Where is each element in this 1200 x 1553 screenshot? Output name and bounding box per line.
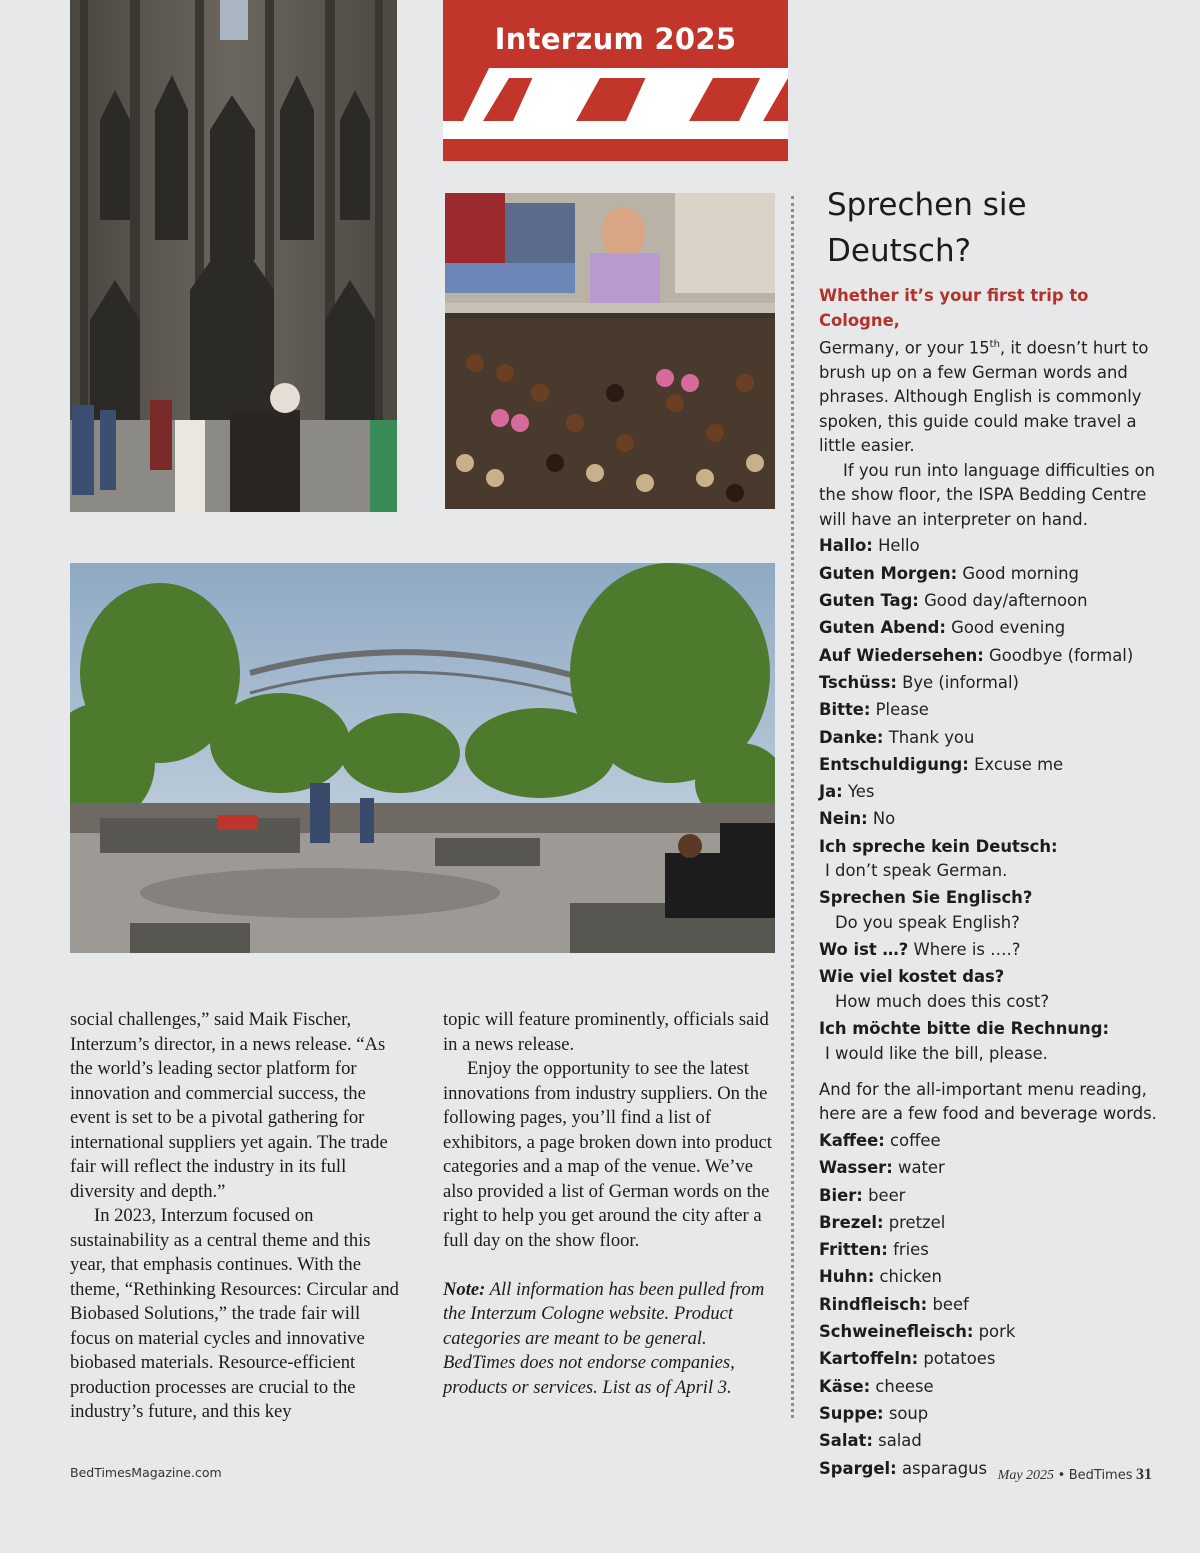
english-translation: Good day/afternoon: [924, 591, 1088, 611]
english-translation: pork: [978, 1322, 1016, 1342]
footer-bullet: •: [1057, 1468, 1066, 1483]
phrase-row: [819, 616, 1169, 640]
banner-title: Interzum 2025: [494, 22, 737, 56]
food-row: [819, 1265, 1169, 1289]
english-translation: soup: [888, 1403, 929, 1423]
phrase-row: [819, 726, 1169, 750]
article-paragraph: topic will feature prominently, officials said in a news release.: [443, 1009, 769, 1055]
footer-magazine: BedTimes: [1068, 1468, 1133, 1483]
german-term: Käse:: [819, 1376, 871, 1396]
german-term: Auf Wiedersehen:: [819, 645, 984, 665]
food-row: [819, 1238, 1169, 1262]
intro-lead: Whether it’s your first trip to Cologne,: [819, 286, 1089, 330]
article-column-2: [443, 1008, 778, 1400]
editor-note: [443, 1278, 778, 1401]
german-term: Brezel:: [819, 1212, 884, 1232]
english-translation: pretzel: [888, 1212, 946, 1232]
german-term: Spargel:: [819, 1458, 897, 1478]
intro-text-1: Germany, or your 15: [819, 338, 990, 358]
phrase-row: [819, 562, 1169, 586]
intro-superscript: th: [989, 339, 1000, 350]
footer-folio: [998, 1466, 1152, 1484]
food-row: [819, 1402, 1169, 1426]
english-translation: No: [872, 809, 896, 829]
food-row: [819, 1293, 1169, 1317]
english-translation: Good morning: [962, 563, 1079, 583]
article-paragraph: Enjoy the opportunity to see the latest innovations from industry suppliers. On the following pages, you’ll find a list of exhibitors, a page broken down into product categories and a map of the venue. We’ve also provided a list of German words on the right to help you get around the city after a full day on the show floor.: [443, 1058, 772, 1251]
note-label: Note:: [443, 1278, 486, 1300]
english-translation: Thank you: [888, 727, 975, 747]
english-translation: Good evening: [951, 618, 1066, 638]
english-translation: fries: [893, 1240, 929, 1260]
german-term: Nein:: [819, 809, 868, 829]
interzum-banner: [443, 0, 788, 161]
food-list: [819, 1129, 1169, 1481]
cathedral-photo: [70, 0, 397, 512]
english-translation: chicken: [879, 1267, 942, 1287]
phrase-row: [819, 886, 1169, 935]
german-term: Ich spreche kein Deutsch:: [819, 836, 1058, 856]
german-term: Entschuldigung:: [819, 754, 969, 774]
sidebar-intro-interpreter: If you run into language difficulties on the show floor, the ISPA Bedding Centre will have an interpreter on hand.: [819, 460, 1155, 529]
food-row: [819, 1129, 1169, 1153]
german-term: Fritten:: [819, 1240, 888, 1260]
german-term: Guten Tag:: [819, 591, 919, 611]
english-translation: Hello: [878, 536, 920, 556]
english-translation: salad: [878, 1431, 922, 1451]
food-row: [819, 1184, 1169, 1208]
english-translation: I would like the bill, please.: [825, 1043, 1048, 1063]
english-translation: Bye (informal): [902, 672, 1019, 692]
article-paragraph: In 2023, Interzum focused on sustainability as a central theme and this year, that emphasis continues. With the theme, “Rethinking Resources: Circular and Biobased Solutions,” the trade fair will focus on material cycles and innovative biobased materials. Resource-efficient production processes are crucial to the industry’s future, and this key: [70, 1205, 399, 1422]
food-row: [819, 1156, 1169, 1180]
german-term: Ich möchte bitte die Rechnung:: [819, 1019, 1110, 1039]
riverside-park-photo: [70, 563, 775, 953]
column-divider: [791, 196, 794, 1418]
sidebar-intro: [819, 284, 1169, 459]
english-translation: Excuse me: [974, 754, 1064, 774]
german-term: Danke:: [819, 727, 884, 747]
german-term: Huhn:: [819, 1267, 875, 1287]
english-translation: Yes: [847, 782, 875, 802]
sidebar-heading: Sprechen sie Deutsch?: [827, 187, 1027, 269]
german-term: Bitte:: [819, 700, 871, 720]
food-row: [819, 1211, 1169, 1235]
english-translation: Goodbye (formal): [989, 645, 1134, 665]
interzum-logo-icon: [443, 0, 788, 161]
german-term: Sprechen Sie Englisch?: [819, 888, 1033, 908]
intro-text-2: , it doesn’t hurt to brush up on a few German words and phrases. Although English is commonly spoken, this guide could make travel a little easier.: [819, 338, 1149, 456]
german-term: Guten Morgen:: [819, 563, 958, 583]
english-translation: potatoes: [923, 1349, 996, 1369]
german-term: Kaffee:: [819, 1130, 885, 1150]
phrase-row: [819, 965, 1169, 1014]
phrase-row: [819, 644, 1169, 668]
phrase-row: [819, 938, 1169, 962]
phrase-row: [819, 835, 1169, 884]
english-translation: coffee: [890, 1130, 941, 1150]
german-term: Kartoffeln:: [819, 1349, 919, 1369]
article-column-1: [70, 1008, 405, 1425]
german-term: Schweinefleisch:: [819, 1322, 974, 1342]
german-term: Guten Abend:: [819, 618, 946, 638]
english-translation: beer: [868, 1185, 906, 1205]
food-row: [819, 1320, 1169, 1344]
english-translation: cheese: [875, 1376, 934, 1396]
german-term: Wo ist …?: [819, 940, 909, 960]
chocolate-shop-photo: [445, 193, 775, 509]
phrase-row: [819, 753, 1169, 777]
english-translation: How much does this cost?: [835, 991, 1050, 1011]
phrase-row: [819, 671, 1169, 695]
note-text: All information has been pulled from the Interzum Cologne website. Product categories are meant to be general. BedTimes does not endorse companies, products or services. List as of April 3.: [443, 1278, 765, 1398]
page-number: 31: [1136, 1466, 1152, 1483]
english-translation: asparagus: [901, 1458, 988, 1478]
footer-issue: May 2025: [997, 1468, 1055, 1483]
german-term: Salat:: [819, 1431, 873, 1451]
german-term: Ja:: [819, 782, 843, 802]
english-translation: Where is ….?: [913, 940, 1021, 960]
german-term: Hallo:: [819, 536, 873, 556]
food-row: [819, 1347, 1169, 1371]
phrase-row: [819, 534, 1169, 558]
english-translation: I don’t speak German.: [825, 861, 1008, 881]
german-term: Wasser:: [819, 1158, 893, 1178]
phrase-row: [819, 807, 1169, 831]
phrase-row: [819, 780, 1169, 804]
article-paragraph: social challenges,” said Maik Fischer, Interzum’s director, in a news release. “As the world’s leading sector platform for innovation and commercial success, the event is set to be a pivotal gathering for international suppliers yet again. The trade fair will reflect the industry in its full diversity and depth.”: [70, 1009, 388, 1202]
german-term: Tschüss:: [819, 672, 897, 692]
german-term: Rindfleisch:: [819, 1294, 928, 1314]
german-term: Wie viel kostet das?: [819, 967, 1005, 987]
english-translation: water: [898, 1158, 945, 1178]
food-row: [819, 1429, 1169, 1453]
phrase-row: [819, 1017, 1169, 1066]
english-translation: Do you speak English?: [835, 912, 1020, 932]
german-term: Suppe:: [819, 1403, 884, 1423]
english-translation: beef: [932, 1294, 969, 1314]
food-row: [819, 1375, 1169, 1399]
german-phrase-guide: [819, 182, 1169, 1484]
phrase-row: [819, 698, 1169, 722]
german-term: Bier:: [819, 1185, 863, 1205]
english-translation: Please: [875, 700, 929, 720]
footer-website: BedTimesMagazine.com: [70, 1465, 222, 1480]
phrase-list: [819, 534, 1169, 1065]
food-intro: And for the all-important menu reading, here are a few food and beverage words.: [819, 1079, 1157, 1124]
phrase-row: [819, 589, 1169, 613]
